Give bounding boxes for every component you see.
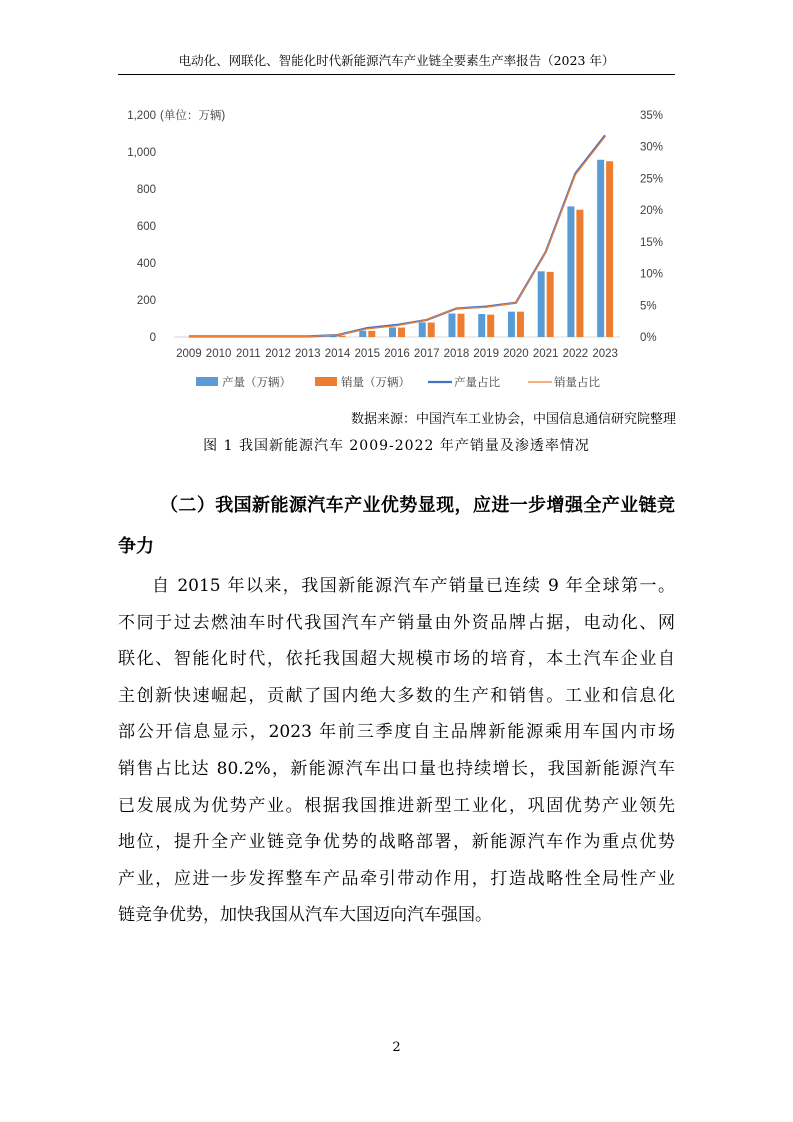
bar-sales xyxy=(606,161,613,337)
bar-sales xyxy=(576,210,583,337)
x-tick-label: 2015 xyxy=(354,348,381,360)
bar-production xyxy=(419,322,426,337)
paragraph-line: 地位，提升全产业链竞争优势的战略部署，新能源汽车作为重点优势 xyxy=(118,832,675,853)
paragraph-line: 销售占比达 80.2%，新能源汽车出口量也持续增长，我国新能源汽车 xyxy=(118,758,675,779)
paragraph-line: 已发展成为优势产业。根据我国推进新型工业化，巩固优势产业领先 xyxy=(118,795,675,816)
y2-tick-label: 35% xyxy=(640,110,664,122)
x-tick-label: 2013 xyxy=(295,348,321,360)
y2-tick-label: 20% xyxy=(640,205,664,218)
paragraph-line: 自 2015 年以来，我国新能源汽车产销量已连续 9 年全球第一。 xyxy=(152,576,675,596)
x-tick-label: 2011 xyxy=(235,348,261,360)
bar-production xyxy=(359,331,366,337)
legend-swatch xyxy=(196,377,218,386)
bar-sales xyxy=(339,336,346,337)
section-heading xyxy=(118,485,675,567)
paragraph-line: 不同于过去燃油车时代我国汽车产销量由外资品牌占据，电动化、网 xyxy=(118,612,675,633)
bar-production xyxy=(597,160,604,337)
y2-tick-label: 5% xyxy=(640,300,657,313)
y2-tick-label: 0% xyxy=(640,332,657,344)
x-tick-label: 2016 xyxy=(384,348,410,360)
x-tick-label: 2021 xyxy=(532,348,559,360)
bar-sales xyxy=(428,323,435,337)
page-number: 2 xyxy=(392,1040,401,1055)
production-sales-chart xyxy=(110,100,680,400)
bar-production xyxy=(567,206,574,337)
bar-sales xyxy=(517,312,524,337)
y-tick-label: 1,000 xyxy=(127,147,156,159)
paragraph-line: 主创新快速崛起，贡献了国内绝大多数的生产和销售。工业和信息化 xyxy=(118,685,675,706)
y-tick-label: 1,200 xyxy=(127,110,156,122)
bar-sales xyxy=(487,315,494,337)
legend-label: 产量（万辆） xyxy=(222,377,291,389)
legend-label: 销量占比 xyxy=(554,377,600,389)
bar-sales xyxy=(547,272,554,337)
y2-tick-label: 25% xyxy=(640,173,664,186)
bar-production xyxy=(478,314,485,337)
bar-production xyxy=(389,327,396,337)
section-heading-line-2: 争力 xyxy=(118,536,154,557)
x-tick-label: 2009 xyxy=(176,348,202,360)
legend-swatch xyxy=(315,377,337,386)
y-axis-label: (单位：万辆) xyxy=(160,110,226,122)
paragraph-line: 产业，应进一步发挥整车产品牵引带动作用，打造战略性全局性产业 xyxy=(118,868,675,889)
paragraph-line: 联化、智能化时代，依托我国超大规模市场的培育，本土汽车企业自 xyxy=(118,649,675,670)
bar-sales xyxy=(398,328,405,337)
bar-production xyxy=(508,312,515,337)
x-tick-label: 2023 xyxy=(592,348,618,360)
x-tick-label: 2017 xyxy=(413,348,440,360)
x-tick-label: 2018 xyxy=(443,348,470,360)
y2-tick-label: 15% xyxy=(640,236,664,249)
data-source-note: 数据来源：中国汽车工业协会，中国信息通信研究院整理 xyxy=(350,412,676,427)
paragraph-line: 链竞争优势，加快我国从汽车大国迈向汽车强国。 xyxy=(118,905,492,926)
body-paragraph xyxy=(118,568,675,934)
figure-caption: 图 1 我国新能源汽车 2009-2022 年产销量及渗透率情况 xyxy=(203,438,590,454)
y-tick-label: 0 xyxy=(149,332,156,344)
y-tick-label: 200 xyxy=(136,295,156,307)
bar-sales xyxy=(368,331,375,337)
legend-label: 销量（万辆） xyxy=(341,377,410,389)
x-tick-label: 2012 xyxy=(265,348,291,360)
bar-production xyxy=(448,314,455,337)
page-header xyxy=(118,50,675,75)
y-tick-label: 600 xyxy=(136,221,156,233)
x-tick-label: 2020 xyxy=(503,348,529,360)
y-tick-label: 800 xyxy=(136,184,156,196)
y2-tick-label: 10% xyxy=(640,268,664,281)
x-tick-label: 2019 xyxy=(473,348,499,360)
legend-label: 产量占比 xyxy=(454,377,500,389)
paragraph-line: 部公开信息显示，2023 年前三季度自主品牌新能源乘用车国内市场 xyxy=(118,722,675,743)
bar-production xyxy=(538,271,545,337)
bar-sales xyxy=(457,314,464,337)
x-tick-label: 2022 xyxy=(562,348,589,360)
x-tick-label: 2014 xyxy=(324,348,351,360)
y2-tick-label: 30% xyxy=(640,141,664,154)
x-tick-label: 2010 xyxy=(205,348,232,360)
y-tick-label: 400 xyxy=(136,258,156,270)
header-title: 电动化、网联化、智能化时代新能源汽车产业链全要素生产率报告（2023 年） xyxy=(178,53,615,68)
section-heading-line-1: （二）我国新能源汽车产业优势显现，应进一步增强全产业链竞 xyxy=(160,495,675,516)
